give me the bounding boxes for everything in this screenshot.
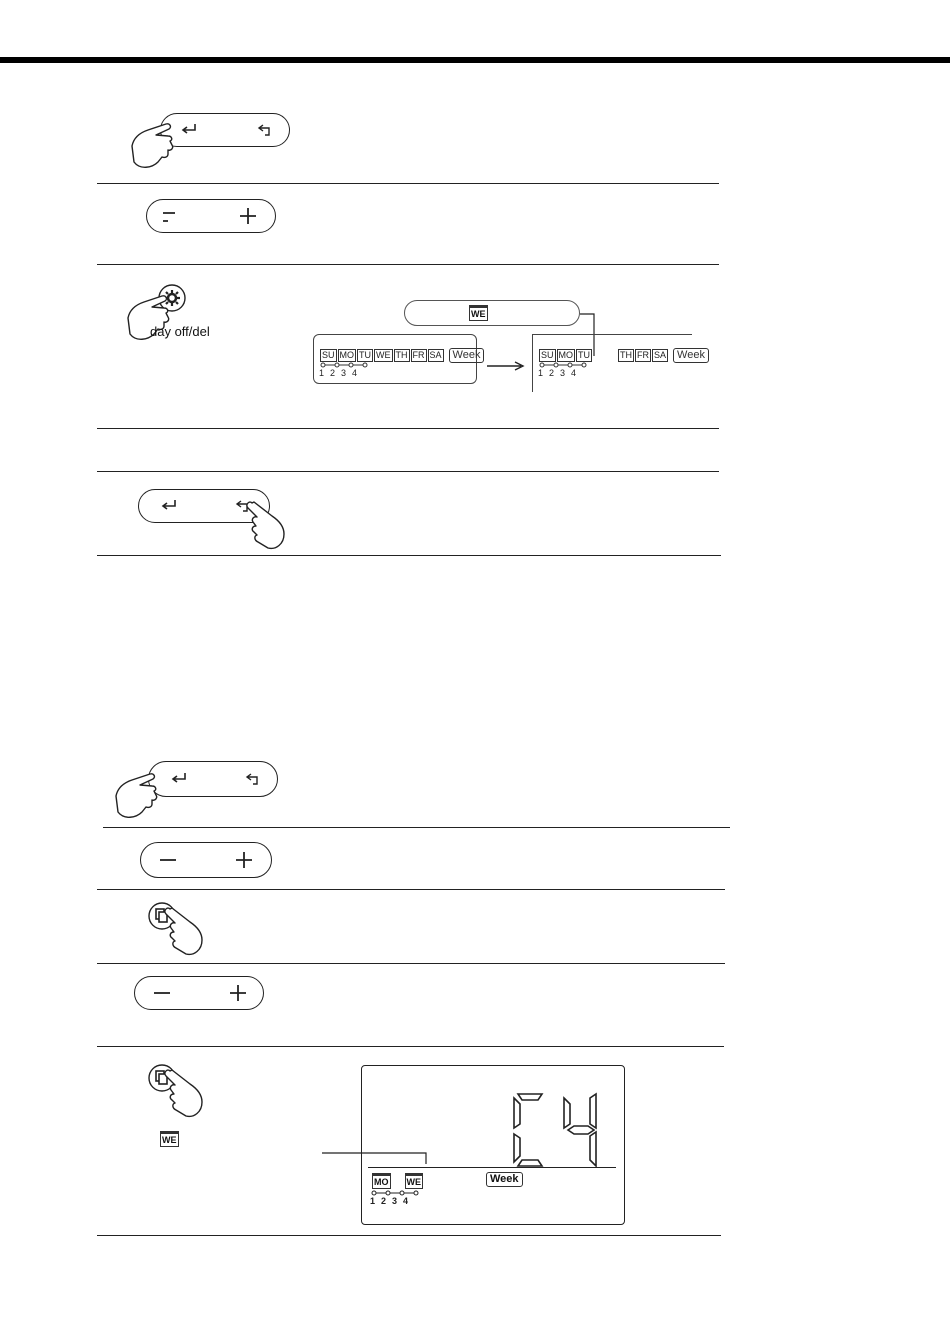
day-box-we: WE: [405, 1173, 424, 1189]
day-box-su: SU: [541, 350, 554, 360]
minus-icon: [159, 851, 177, 869]
day-box-th: TH: [620, 350, 633, 360]
divider: [97, 1046, 724, 1047]
we-indicator: WE: [160, 1131, 179, 1147]
day-box-sa: SA: [429, 350, 442, 360]
back-arrow-icon: [257, 123, 273, 137]
we-indicator-capsule: [404, 300, 580, 326]
segment-display: [508, 1090, 600, 1170]
copy-button[interactable]: [146, 900, 226, 956]
lcd-day-row: [372, 1172, 437, 1190]
plus-icon: [235, 851, 253, 869]
day-box-fr: FR: [412, 350, 425, 360]
day-box-sa: SA: [654, 350, 667, 360]
week-indicator: Week: [486, 1172, 523, 1187]
lcd-divider: [368, 1167, 616, 1168]
lcd-after: [532, 334, 705, 392]
divider: [97, 1235, 721, 1236]
transition-arrow-icon: [487, 361, 527, 371]
day-box-mo: MO: [372, 1173, 391, 1189]
week-indicator: Week: [449, 348, 485, 363]
divider: [97, 183, 719, 184]
pointing-hand-icon: [128, 120, 188, 172]
divider: [97, 471, 719, 472]
day-box-tu: TU: [578, 350, 591, 360]
plus-icon: [229, 984, 247, 1002]
divider: [97, 963, 725, 964]
minus-plus-button[interactable]: [140, 842, 272, 878]
day-box-we: WE: [376, 350, 391, 360]
day-box-tu: TU: [359, 350, 372, 360]
divider: [97, 428, 719, 429]
plus-icon: [239, 207, 257, 225]
day-box-mo: MO: [339, 350, 355, 360]
day-row-after: [539, 345, 709, 363]
minus-plus-button[interactable]: [146, 199, 276, 233]
week-indicator: Week: [673, 348, 709, 363]
day-box-su: SU: [322, 350, 335, 360]
we-indicator: WE: [469, 305, 488, 321]
pointing-hand-icon: [244, 500, 304, 550]
back-arrow-icon: [245, 772, 261, 786]
copy-button[interactable]: [146, 1062, 226, 1118]
enter-arrow-icon: [171, 772, 187, 786]
period-numbers: 1234: [370, 1196, 415, 1206]
divider: [97, 889, 725, 890]
day-box-fr: FR: [637, 350, 650, 360]
lcd-display: [361, 1065, 625, 1225]
day-box-mo: MO: [558, 350, 574, 360]
gear-caption: day off/del: [150, 324, 210, 339]
divider: [103, 827, 730, 828]
divider: [97, 555, 721, 556]
pointing-hand-icon: [112, 770, 172, 822]
period-numbers: 1234: [538, 368, 583, 378]
leader-line: [322, 1150, 432, 1166]
minus-plus-button[interactable]: [134, 976, 264, 1010]
day-row-before: [320, 345, 484, 363]
enter-arrow-icon: [161, 499, 177, 513]
lcd-before: [313, 334, 481, 384]
divider: [97, 264, 719, 265]
period-numbers: 1234: [319, 368, 364, 378]
day-box-th: TH: [395, 350, 408, 360]
minus-icon: [161, 207, 177, 225]
minus-icon: [153, 984, 171, 1002]
top-rule: [0, 57, 950, 63]
